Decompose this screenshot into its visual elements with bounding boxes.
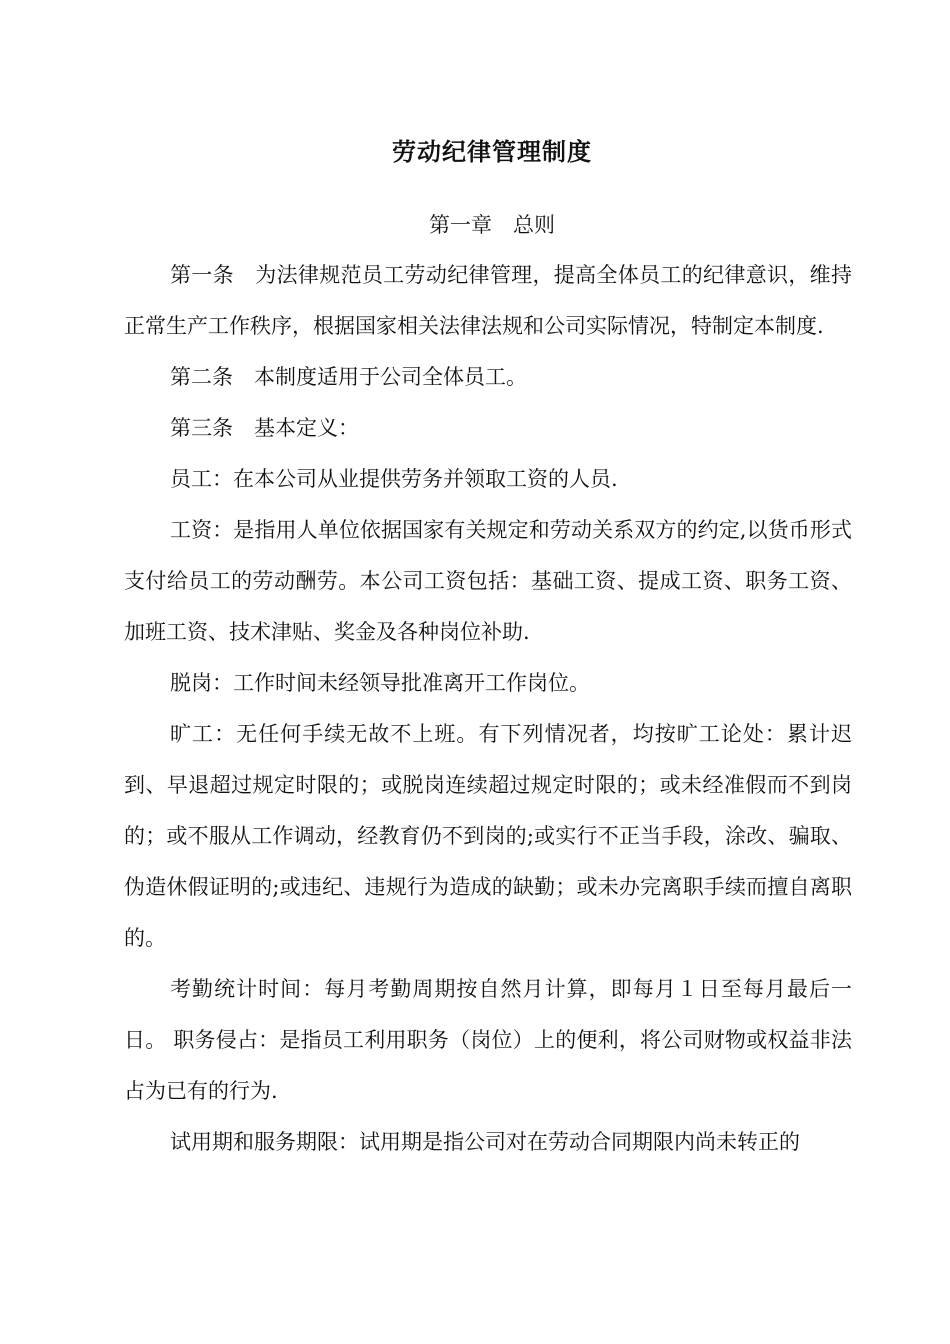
paragraph-article-1: 第一条 为法律规范员工劳动纪律管理，提高全体员工的纪律意识，维持正常生产工作秩序，根据国家相关法律法规和公司实际情况，特制定本制度.: [124, 263, 852, 338]
paragraph-definition-wage: 工资：是指用人单位依据国家有关规定和劳动关系双方的约定,以货币形式支付给员工的劳动酬劳。本公司工资包括：基础工资、提成工资、职务工资、加班工资、技术津贴、奖金及各种岗位补助.: [124, 518, 852, 644]
document-body: [124, 250, 852, 1168]
paragraph-definition-off-post: 脱岗：工作时间未经领导批准离开工作岗位。: [170, 671, 590, 695]
paragraph-definition-attendance-period: 考勤统计时间：每月考勤周期按自然月计算，即每月１日至每月最后一日。 职务侵占：是指员工利用职务（岗位）上的便利，将公司财物或权益非法占为已有的行为.: [124, 977, 852, 1103]
paragraph-definition-employee: 员工：在本公司从业提供劳务并领取工资的人员.: [170, 467, 618, 491]
paragraph-definition-probation: 试用期和服务期限：试用期是指公司对在劳动合同期限内尚未转正的: [170, 1130, 800, 1154]
document-page: [124, 0, 852, 1344]
paragraph-article-3: 第三条 基本定义：: [170, 416, 359, 440]
chapter-heading: 第一章 总则: [429, 213, 555, 237]
document-title: 劳动纪律管理制度: [392, 138, 592, 166]
paragraph-article-2: 第二条 本制度适用于公司全体员工。: [170, 365, 527, 389]
paragraph-definition-absenteeism: 旷工：无任何手续无故不上班。有下列情况者，均按旷工论处：累计迟到、早退超过规定时限的；或脱岗连续超过规定时限的；或未经准假而不到岗的；或不服从工作调动，经教育仍不到岗的;或实行不正当手段，涂改、骗取、伪造休假证明的;或违纪、违规行为造成的缺勤；或未办完离职手续而擅自离职的。: [124, 722, 852, 950]
